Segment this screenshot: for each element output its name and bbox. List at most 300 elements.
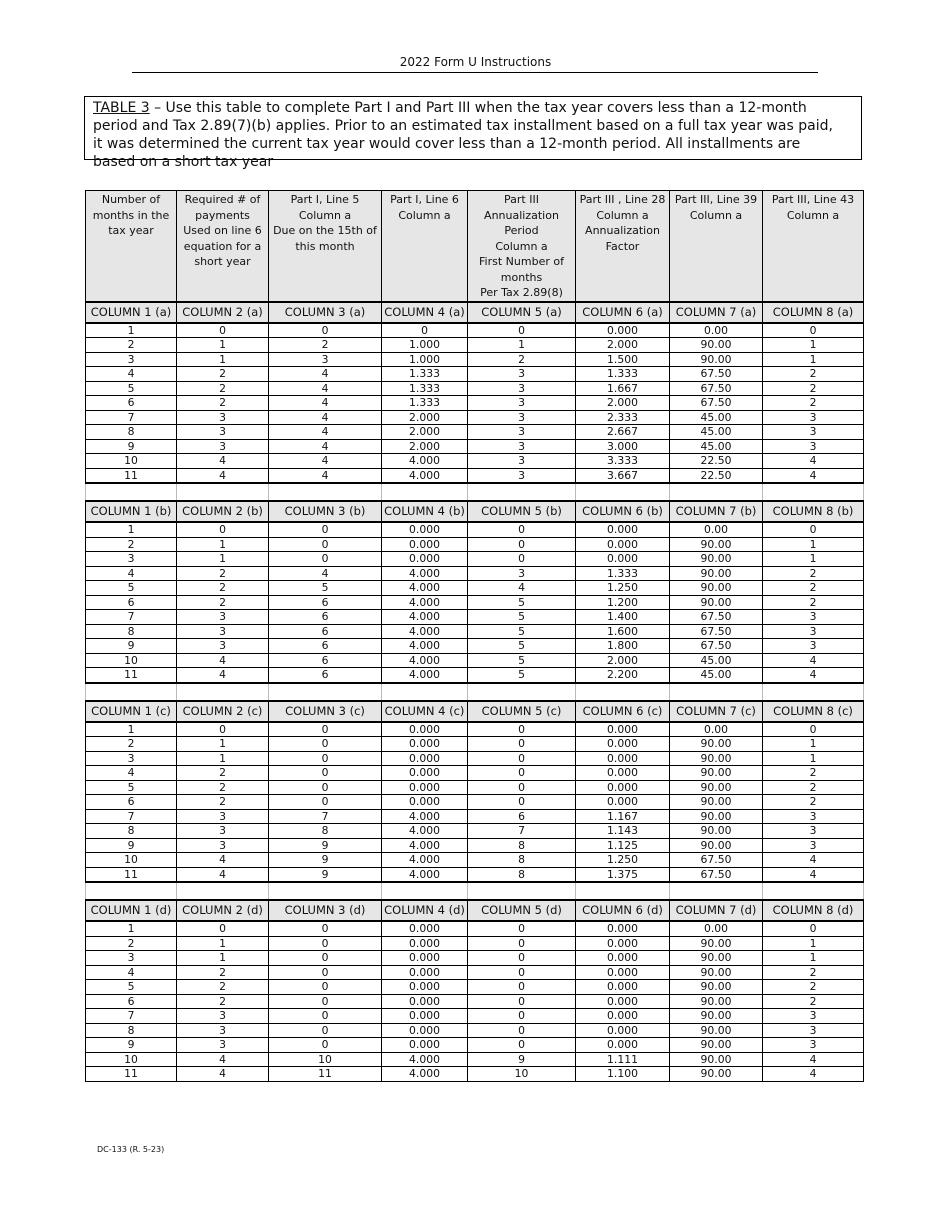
- table-cell: 0: [468, 323, 576, 338]
- table-cell: 7: [269, 809, 382, 824]
- table-cell: 0: [468, 1009, 576, 1024]
- table-row: [86, 766, 864, 781]
- form-number: DC-133 (R. 5-23): [97, 1145, 165, 1154]
- table-cell: 0.000: [576, 965, 670, 980]
- table-cell: 9: [86, 439, 177, 454]
- table-cell: 0: [269, 921, 382, 936]
- table-cell: 1: [763, 737, 864, 752]
- table-cell: 5: [86, 581, 177, 596]
- table-cell: 2: [763, 766, 864, 781]
- header-text: payments: [195, 208, 250, 222]
- table-cell: 10: [86, 454, 177, 469]
- table-cell: 0.000: [576, 537, 670, 552]
- table-row: [86, 965, 864, 980]
- table-row: [86, 1009, 864, 1024]
- table-cell: 0: [269, 722, 382, 737]
- table-cell: 1: [177, 537, 269, 552]
- table-cell: 4.000: [382, 838, 468, 853]
- table-row: [86, 522, 864, 537]
- table-row: [86, 396, 864, 411]
- table-cell: 0: [269, 751, 382, 766]
- table-cell: 0: [468, 766, 576, 781]
- table-cell: 45.00: [670, 410, 763, 425]
- table-cell: 0.000: [382, 522, 468, 537]
- table-cell: 6: [269, 639, 382, 654]
- table-cell: 5: [86, 980, 177, 995]
- table-cell: 0.000: [576, 737, 670, 752]
- gap-cell: [382, 683, 468, 701]
- table-cell: 3: [86, 751, 177, 766]
- table-cell: 1.500: [576, 352, 670, 367]
- table-cell: 1: [177, 552, 269, 567]
- column-label: COLUMN 6 (d): [576, 900, 670, 921]
- table-cell: 0: [468, 552, 576, 567]
- table-cell: 9: [269, 867, 382, 882]
- table-cell: 7: [86, 610, 177, 625]
- table-cell: 0.00: [670, 921, 763, 936]
- gap-cell: [576, 483, 670, 501]
- table-cell: 2: [177, 581, 269, 596]
- gap-cell: [382, 882, 468, 900]
- gap-cell: [576, 683, 670, 701]
- table-cell: 5: [468, 653, 576, 668]
- table-cell: 3: [468, 566, 576, 581]
- intro-box: [84, 96, 862, 170]
- table-row: [86, 994, 864, 1009]
- table-cell: 3: [177, 639, 269, 654]
- table-cell: 3: [468, 367, 576, 382]
- table-cell: 0: [468, 921, 576, 936]
- table-cell: 1: [177, 951, 269, 966]
- table-cell: 3: [763, 610, 864, 625]
- column-label: COLUMN 4 (c): [382, 701, 468, 722]
- table-cell: 0: [468, 722, 576, 737]
- header-cell: [269, 191, 382, 302]
- table-cell: 0.000: [382, 936, 468, 951]
- table-cell: 0: [468, 795, 576, 810]
- table-cell: 10: [86, 653, 177, 668]
- table-cell: 3: [177, 439, 269, 454]
- table-cell: 0.000: [382, 921, 468, 936]
- gap-cell: [468, 483, 576, 501]
- table-cell: 5: [86, 780, 177, 795]
- section-gap: [86, 483, 864, 501]
- table-cell: 90.00: [670, 809, 763, 824]
- table-cell: 1.200: [576, 595, 670, 610]
- table-cell: 6: [269, 668, 382, 683]
- column-label: COLUMN 8 (a): [763, 302, 864, 323]
- header-rule: [132, 72, 818, 73]
- table-cell: 22.50: [670, 454, 763, 469]
- table-cell: 0.000: [576, 936, 670, 951]
- table-cell: 3: [177, 425, 269, 440]
- table-cell: 8: [86, 425, 177, 440]
- table-label: TABLE 3: [93, 100, 150, 116]
- table-cell: 2: [763, 581, 864, 596]
- column-label: COLUMN 5 (a): [468, 302, 576, 323]
- table-cell: 0: [468, 965, 576, 980]
- table-cell: 90.00: [670, 766, 763, 781]
- table-cell: 90.00: [670, 838, 763, 853]
- table-cell: 2.667: [576, 425, 670, 440]
- table-cell: 4.000: [382, 668, 468, 683]
- table-cell: 90.00: [670, 537, 763, 552]
- column-label: COLUMN 2 (d): [177, 900, 269, 921]
- table-cell: 1.375: [576, 867, 670, 882]
- table-cell: 4: [86, 965, 177, 980]
- table-cell: 3: [177, 410, 269, 425]
- gap-cell: [468, 882, 576, 900]
- column-label: COLUMN 3 (a): [269, 302, 382, 323]
- table-cell: 1.111: [576, 1052, 670, 1067]
- table-cell: 2.000: [382, 439, 468, 454]
- table-cell: 90.00: [670, 1052, 763, 1067]
- table-row: [86, 780, 864, 795]
- table-cell: 4: [763, 668, 864, 683]
- table-cell: 3: [763, 439, 864, 454]
- column-label: COLUMN 7 (c): [670, 701, 763, 722]
- table-cell: 3: [177, 809, 269, 824]
- table-cell: 2: [177, 980, 269, 995]
- table-cell: 3: [468, 439, 576, 454]
- table-row: [86, 537, 864, 552]
- table-cell: 22.50: [670, 468, 763, 483]
- table-cell: 3: [468, 468, 576, 483]
- table-cell: 0: [468, 936, 576, 951]
- table-cell: 4.000: [382, 867, 468, 882]
- table-cell: 0: [269, 795, 382, 810]
- table-cell: 2: [763, 396, 864, 411]
- table-cell: 5: [468, 610, 576, 625]
- column-label: COLUMN 1 (a): [86, 302, 177, 323]
- table-cell: 3: [177, 838, 269, 853]
- table-cell: 5: [468, 595, 576, 610]
- table-cell: 0: [382, 323, 468, 338]
- header-text: Column a: [596, 208, 649, 222]
- table-cell: 0: [269, 936, 382, 951]
- table-cell: 90.00: [670, 980, 763, 995]
- table-cell: 4.000: [382, 1052, 468, 1067]
- table-cell: 90.00: [670, 581, 763, 596]
- table-row: [86, 795, 864, 810]
- table-cell: 67.50: [670, 610, 763, 625]
- column-label: COLUMN 3 (c): [269, 701, 382, 722]
- column-label: COLUMN 8 (c): [763, 701, 864, 722]
- table-cell: 3: [763, 425, 864, 440]
- table-cell: 1: [177, 737, 269, 752]
- table-cell: 0: [269, 965, 382, 980]
- table-cell: 3: [177, 624, 269, 639]
- table-cell: 45.00: [670, 668, 763, 683]
- table-cell: 1: [763, 936, 864, 951]
- table-cell: 1: [177, 338, 269, 353]
- table-row: [86, 624, 864, 639]
- table-cell: 0.000: [382, 766, 468, 781]
- table-row: [86, 1038, 864, 1053]
- column-label: COLUMN 5 (d): [468, 900, 576, 921]
- table-cell: 2: [86, 737, 177, 752]
- table-cell: 0: [269, 1038, 382, 1053]
- header-text: Annualization: [585, 224, 660, 237]
- table-cell: 1.167: [576, 809, 670, 824]
- table-row: [86, 381, 864, 396]
- table-cell: 2.333: [576, 410, 670, 425]
- table-cell: 2: [177, 396, 269, 411]
- table-cell: 10: [269, 1052, 382, 1067]
- intro-line-3: it was determined the current tax year would cover less than a 12-month period. All installments are: [93, 136, 801, 152]
- table-row: [86, 410, 864, 425]
- table-cell: 4: [763, 454, 864, 469]
- table-cell: 4: [269, 454, 382, 469]
- table-row: [86, 867, 864, 882]
- header-text: this month: [295, 239, 355, 253]
- gap-cell: [670, 683, 763, 701]
- table-cell: 3: [763, 838, 864, 853]
- table-cell: 3: [177, 824, 269, 839]
- column-label: COLUMN 7 (a): [670, 302, 763, 323]
- table-cell: 0.000: [576, 722, 670, 737]
- column-label: COLUMN 5 (c): [468, 701, 576, 722]
- table-cell: 0.000: [576, 522, 670, 537]
- table-cell: 1: [763, 338, 864, 353]
- header-text: months in the: [92, 208, 170, 222]
- table-cell: 5: [86, 381, 177, 396]
- table-cell: 3: [468, 454, 576, 469]
- table-cell: 0.000: [576, 994, 670, 1009]
- gap-cell: [177, 483, 269, 501]
- table-cell: 4: [177, 867, 269, 882]
- table-cell: 2: [177, 566, 269, 581]
- header-text: Column a: [786, 208, 840, 222]
- table-cell: 5: [468, 624, 576, 639]
- table-cell: 4: [177, 1052, 269, 1067]
- table-cell: 11: [86, 867, 177, 882]
- header-text: Part III , Line 28: [579, 193, 666, 206]
- gap-cell: [468, 683, 576, 701]
- table-cell: 2: [86, 936, 177, 951]
- column-label-row: [86, 900, 864, 921]
- column-label-row: [86, 501, 864, 522]
- table-cell: 0.000: [576, 951, 670, 966]
- table-cell: 3: [763, 824, 864, 839]
- table-cell: 3: [763, 410, 864, 425]
- column-label-row: [86, 701, 864, 722]
- table-cell: 3: [468, 410, 576, 425]
- table-cell: 1.125: [576, 838, 670, 853]
- table-cell: 2: [763, 994, 864, 1009]
- table-cell: 2: [269, 338, 382, 353]
- table-cell: 1.600: [576, 624, 670, 639]
- table-cell: 4: [763, 1052, 864, 1067]
- table-cell: 2: [177, 381, 269, 396]
- table-cell: 5: [269, 581, 382, 596]
- header-cell: [177, 191, 269, 302]
- table-cell: 90.00: [670, 936, 763, 951]
- table-cell: 6: [269, 624, 382, 639]
- gap-cell: [86, 683, 177, 701]
- gap-cell: [177, 882, 269, 900]
- table-cell: 8: [269, 824, 382, 839]
- table-cell: 0.000: [576, 1038, 670, 1053]
- table-cell: 3: [763, 639, 864, 654]
- table-row: [86, 595, 864, 610]
- header-text: Part III, Line 39: [674, 193, 758, 206]
- table-cell: 7: [86, 809, 177, 824]
- table-cell: 4: [763, 867, 864, 882]
- table-cell: 1: [177, 751, 269, 766]
- table-cell: 1.667: [576, 381, 670, 396]
- table-cell: 1.333: [382, 381, 468, 396]
- table-cell: 4: [269, 425, 382, 440]
- table-cell: 0.000: [382, 994, 468, 1009]
- table-cell: 3: [177, 1023, 269, 1038]
- gap-cell: [269, 683, 382, 701]
- table-row: [86, 653, 864, 668]
- table-cell: 3: [177, 610, 269, 625]
- header-text: Part III: [504, 193, 539, 206]
- table-row: [86, 853, 864, 868]
- table-cell: 0: [269, 980, 382, 995]
- table-cell: 1.143: [576, 824, 670, 839]
- table-cell: 90.00: [670, 965, 763, 980]
- header-text: Due on the 15th of: [273, 224, 377, 237]
- table-cell: 0: [468, 522, 576, 537]
- table-cell: 1: [177, 936, 269, 951]
- table-cell: 3: [468, 381, 576, 396]
- table-cell: 3: [177, 1038, 269, 1053]
- table-cell: 1.333: [576, 566, 670, 581]
- table-cell: 2: [763, 795, 864, 810]
- table-row: [86, 552, 864, 567]
- table-cell: 6: [86, 795, 177, 810]
- table-cell: 0: [468, 951, 576, 966]
- table-cell: 3: [86, 352, 177, 367]
- table-cell: 1: [86, 522, 177, 537]
- table-cell: 4: [86, 367, 177, 382]
- gap-cell: [763, 483, 864, 501]
- table-row: [86, 581, 864, 596]
- table-cell: 2: [763, 595, 864, 610]
- table-cell: 4.000: [382, 566, 468, 581]
- table-cell: 2.000: [576, 338, 670, 353]
- table-cell: 2.000: [382, 425, 468, 440]
- gap-cell: [177, 683, 269, 701]
- table-cell: 0.00: [670, 722, 763, 737]
- table-cell: 9: [269, 838, 382, 853]
- column-label: COLUMN 4 (b): [382, 501, 468, 522]
- header-text: First Number of: [479, 255, 564, 268]
- table-cell: 4: [86, 766, 177, 781]
- table-cell: 0: [269, 323, 382, 338]
- table-cell: 0: [763, 722, 864, 737]
- table-cell: 0: [269, 537, 382, 552]
- column-label: COLUMN 6 (a): [576, 302, 670, 323]
- table-cell: 4.000: [382, 468, 468, 483]
- table-cell: 0.000: [382, 980, 468, 995]
- header-text: Part III, Line 43: [771, 193, 855, 206]
- table-row: [86, 751, 864, 766]
- table-cell: 1: [468, 338, 576, 353]
- table-cell: 3: [177, 1009, 269, 1024]
- table-cell: 4: [177, 653, 269, 668]
- table-cell: 2: [86, 537, 177, 552]
- table-cell: 1.333: [382, 396, 468, 411]
- table-cell: 3: [763, 1038, 864, 1053]
- table-row: [86, 1052, 864, 1067]
- intro-line-2: period and Tax 2.89(7)(b) applies. Prior to an estimated tax installment based on a full tax year was paid,: [93, 118, 833, 134]
- table-cell: 67.50: [670, 853, 763, 868]
- table-cell: 10: [86, 853, 177, 868]
- table-cell: 90.00: [670, 566, 763, 581]
- table-cell: 4.000: [382, 639, 468, 654]
- table-cell: 2: [763, 566, 864, 581]
- table-cell: 0: [468, 537, 576, 552]
- table-cell: 8: [86, 824, 177, 839]
- table-cell: 8: [468, 838, 576, 853]
- table-cell: 2: [177, 795, 269, 810]
- table-cell: 3: [763, 809, 864, 824]
- table-cell: 4.000: [382, 610, 468, 625]
- table-cell: 4: [269, 468, 382, 483]
- table-cell: 4.000: [382, 824, 468, 839]
- table-cell: 0: [468, 1023, 576, 1038]
- table-cell: 0: [269, 552, 382, 567]
- gap-cell: [763, 683, 864, 701]
- table-row: [86, 367, 864, 382]
- table-cell: 4: [177, 668, 269, 683]
- table-cell: 1.400: [576, 610, 670, 625]
- table-cell: 3: [468, 396, 576, 411]
- table-cell: 0: [269, 994, 382, 1009]
- table-cell: 2.000: [382, 410, 468, 425]
- table-cell: 0.000: [382, 1023, 468, 1038]
- table-cell: 11: [86, 468, 177, 483]
- column-label: COLUMN 5 (b): [468, 501, 576, 522]
- table-cell: 0: [269, 1023, 382, 1038]
- column-label: COLUMN 1 (b): [86, 501, 177, 522]
- header-text: Column a: [398, 208, 451, 222]
- table-cell: 67.50: [670, 639, 763, 654]
- table-cell: 0: [468, 994, 576, 1009]
- annualization-table: [85, 190, 864, 1082]
- gap-cell: [670, 483, 763, 501]
- table-cell: 0.000: [576, 323, 670, 338]
- table-cell: 1.000: [382, 352, 468, 367]
- table-cell: 4: [177, 853, 269, 868]
- table-cell: 0.000: [576, 795, 670, 810]
- table-cell: 1: [763, 352, 864, 367]
- header-text: Used on line 6: [183, 224, 262, 237]
- table-cell: 0.000: [576, 552, 670, 567]
- gap-cell: [269, 882, 382, 900]
- page-header: 2022 Form U Instructions: [399, 55, 552, 69]
- table-cell: 0.000: [382, 780, 468, 795]
- table-cell: 1.800: [576, 639, 670, 654]
- header-text: equation for a: [183, 239, 262, 253]
- header-cell: [468, 191, 576, 302]
- header-text: Part I, Line 6: [390, 193, 459, 206]
- header-cell: [382, 191, 468, 302]
- table-cell: 2.000: [576, 653, 670, 668]
- table-cell: 90.00: [670, 751, 763, 766]
- table-row: [86, 824, 864, 839]
- table-cell: 0.000: [576, 1009, 670, 1024]
- table-header-row: [86, 191, 864, 302]
- table-cell: 3: [763, 1023, 864, 1038]
- table-row: [86, 722, 864, 737]
- table-cell: 7: [468, 824, 576, 839]
- table-cell: 0.000: [576, 766, 670, 781]
